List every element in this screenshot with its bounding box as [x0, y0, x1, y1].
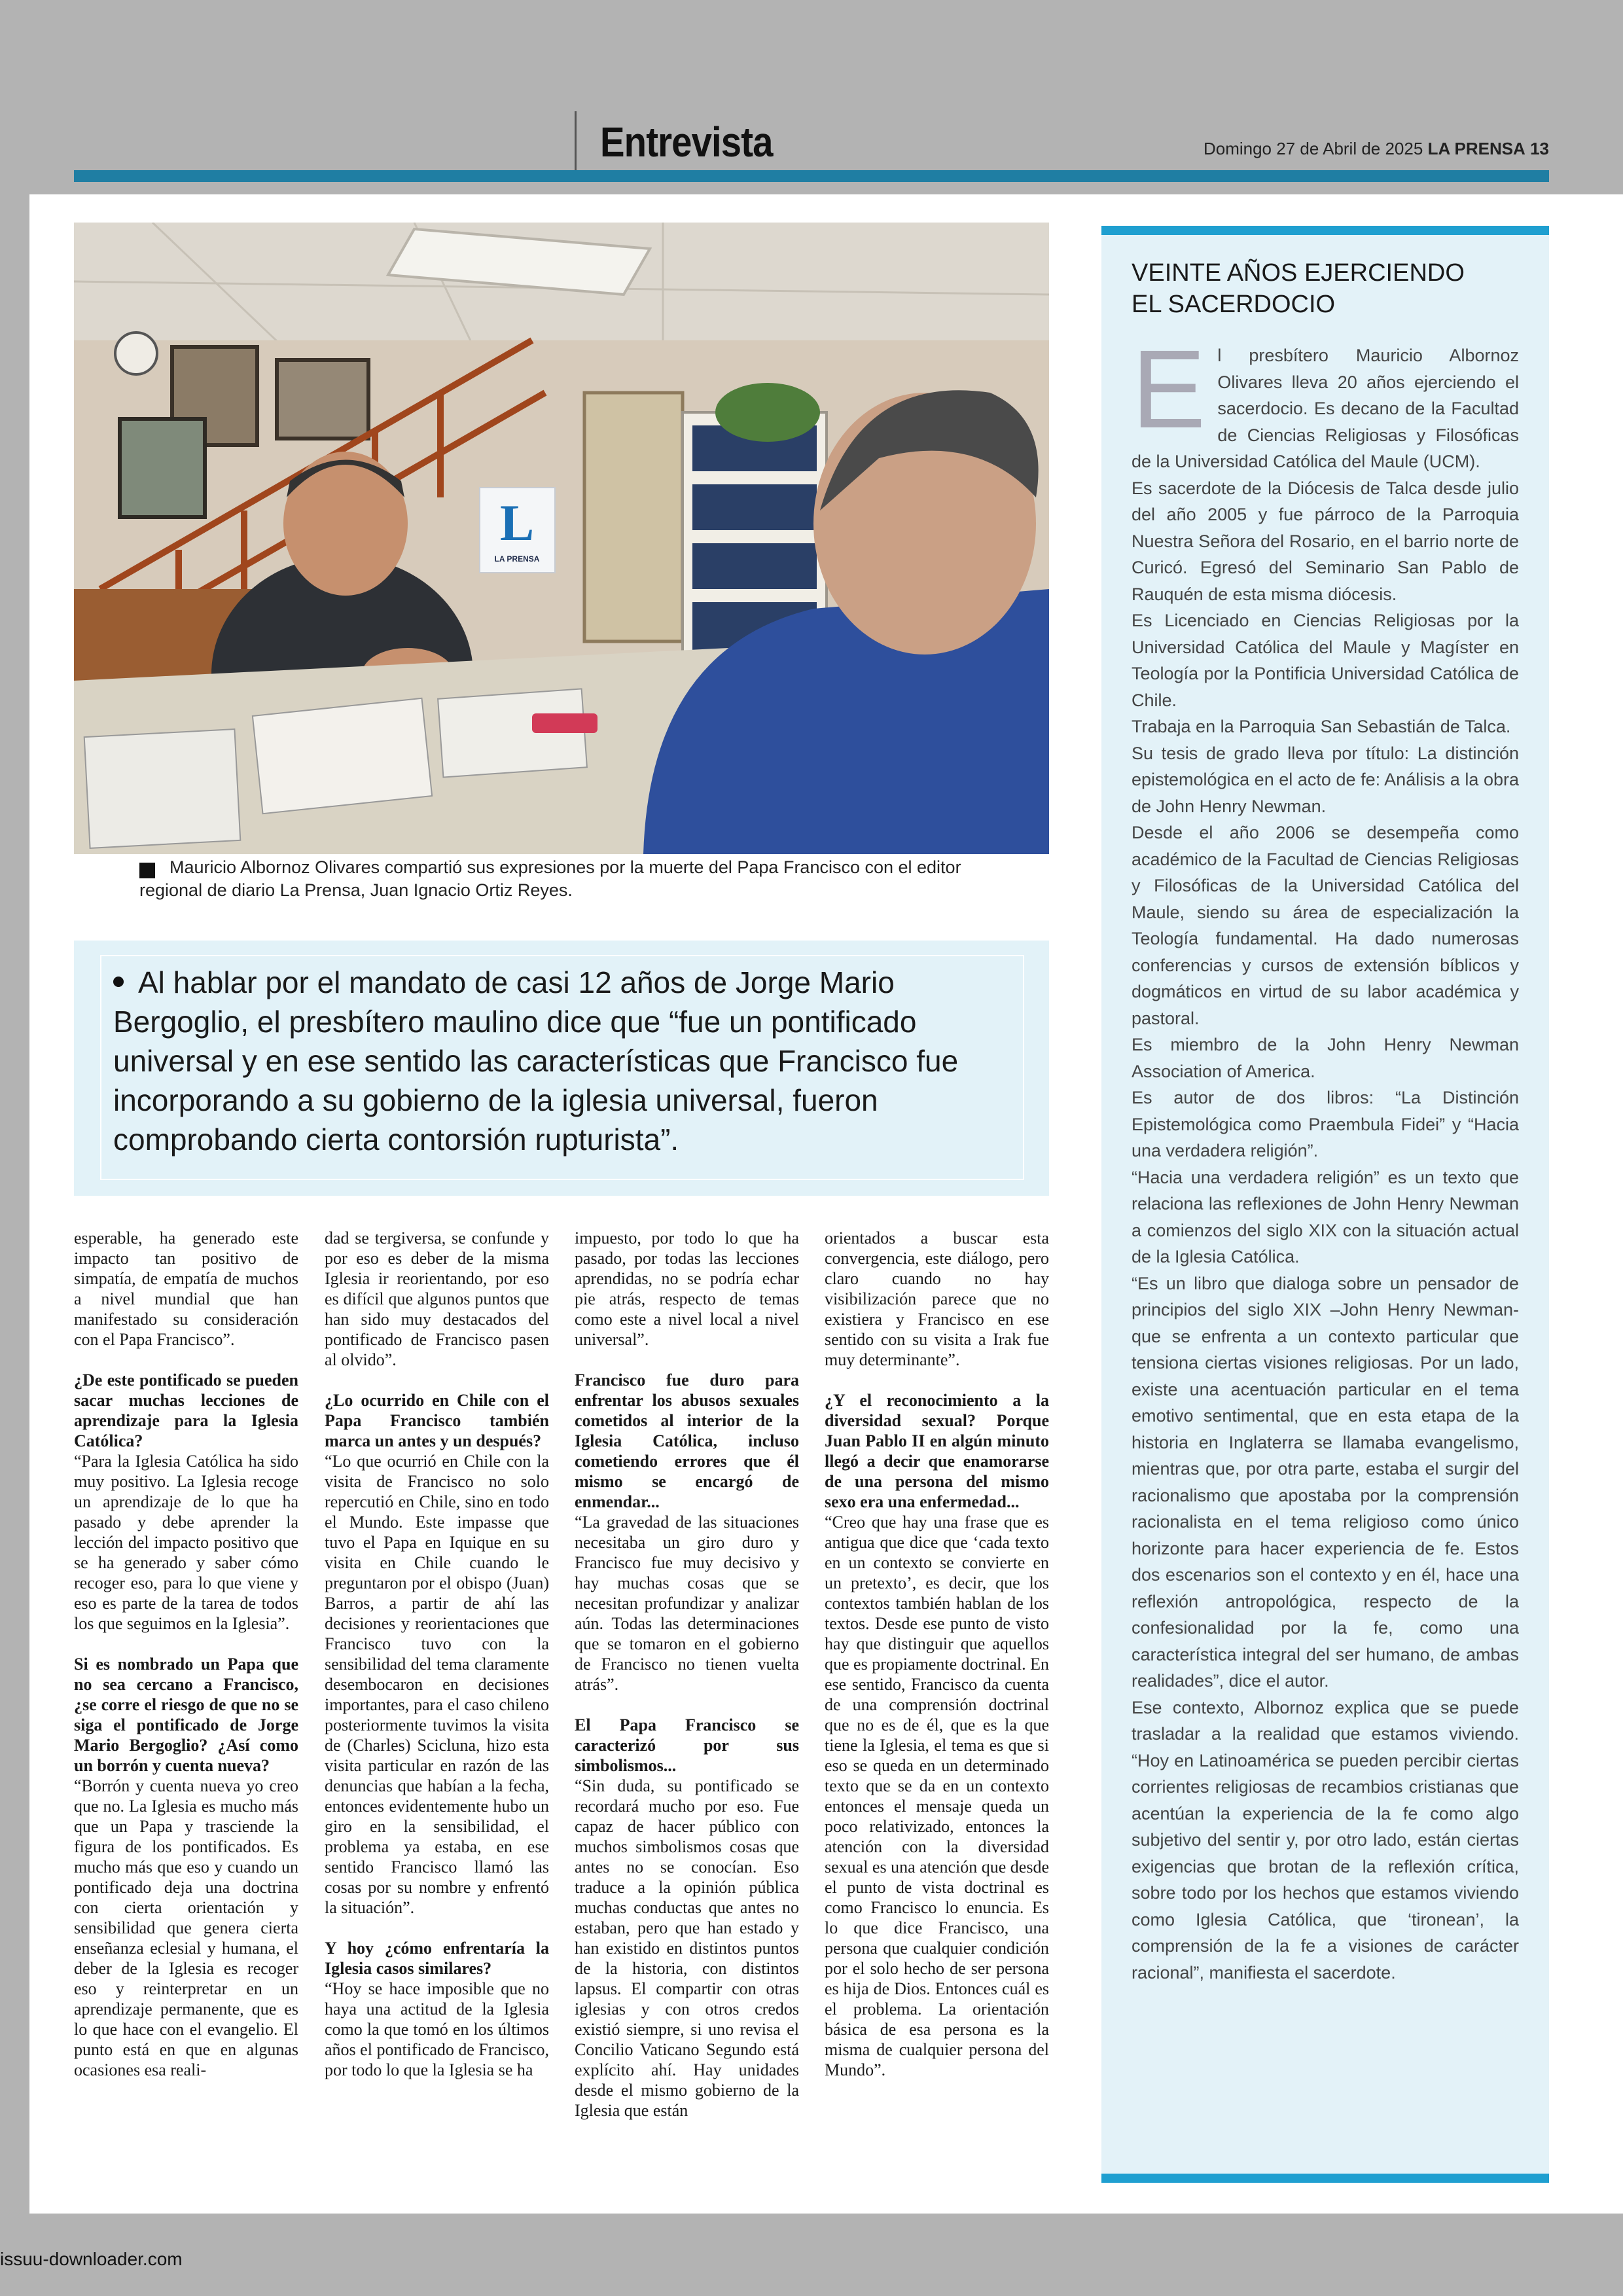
interview-paragraph: impuesto, por todo lo que ha pasado, por todas las lecciones aprendidas, no se podría echar pie atrás, respecto de temas como este a nivel local a nivel universal”. — [575, 1229, 799, 1349]
interview-paragraph: “Sin duda, su pontificado se recordará mucho por eso. Fue capaz de hacer público con muchos simbolismos cosas que antes no se conocían. Eso traduce a la opinión pública muchas conductas que antes no estaban, pero que han estado y han existido en distintos puntos de la historia, con distintos lapsus. El compartir con otras iglesias y con otros credos existió siempre, si uno revisa el Concilio Vaticano Segundo está explícito ahí. Hay unidades desde el mismo gobierno de la Iglesia que están — [575, 1776, 799, 2120]
newspaper — [253, 698, 432, 814]
pullquote — [113, 963, 984, 1159]
interview-question: Si es nombrado un Papa que no sea cercano a Francisco, ¿se corre el riesgo de que no se siga el pontificado de Jorge Mario Bergoglio? ¿Así como un borrón y cuenta nueva? — [74, 1655, 298, 1775]
sidebar-body — [1132, 327, 1519, 1986]
phone — [532, 713, 597, 733]
header-meta — [1204, 139, 1549, 159]
watermark: issuu-downloader.com — [0, 2249, 183, 2269]
sidebar-title-line-2: EL SACERDOCIO — [1132, 291, 1336, 318]
header-rule — [74, 170, 1549, 182]
sidebar-paragraph: Es autor de dos libros: “La Distinción Epistemológica como Praembula Fidei” y “Hacia una verdadera religión”. — [1132, 1088, 1519, 1160]
drop-cap: E — [1132, 327, 1206, 452]
interview-paragraph: esperable, ha generado este impacto tan positivo de simpatía, de empatía de muchos a nivel mundial que han manifestado su consideración con el Papa Francisco”. — [74, 1229, 298, 1349]
interview-photo — [74, 223, 1049, 854]
wall-frame — [277, 360, 368, 439]
sidebar-title-line-1: VEINTE AÑOS EJERCIENDO — [1132, 259, 1465, 287]
interview-paragraph: “Borrón y cuenta nueva yo creo que no. La Iglesia es mucho más que un Papa y trasciende la figura de los pontificados. Es mucho más que eso y cuando un pontificado deja una doctrina con cierta orientación y sensibilidad que genera cierta enseñanza eclesial y humana, el deber de la Iglesia es recoger eso y reinterpretar en un aprendizaje permanente, que es lo que hace con el evangelio. El punto está en que en algunas ocasiones esa reali- — [74, 1776, 298, 2079]
sign-text: LA PRENSA — [494, 554, 540, 564]
sidebar-first-paragraph: l presbítero Mauricio Albornoz Olivares lleva 20 años ejerciendo el sacerdocio. Es decano de la Facultad de Ciencias Religiosas y Filosóficas de la Universidad Católica del Maule (UCM). — [1132, 346, 1519, 471]
interview-question: Y hoy ¿cómo enfrentaría la Iglesia casos similares? — [325, 1939, 549, 1978]
sidebar-paragraph: “Es un libro que dialoga sobre un pensador de principios del siglo XIX –John Henry Newman- que se enfrenta a un contexto particular que tensiona ciertas visiones religiosas. Por un lado, existe una acentuación particular en el tema emotivo sentimental, que en esta etapa de la historia en Inglaterra se llamaba evangelismo, mientras que, por otra parte, estaba el surgir del racionalismo que apostaba por la comprensión racionalista en el tema religioso como único horizonte para hacer experiencia de fe. Estos dos escenarios son el contexto y en él, hace una reflexión antropológica, respecto de la confesionalidad por la fe, como una característica integral del ser humano, de ambas realidades”, dice el autor. — [1132, 1273, 1519, 1691]
sidebar-paragraph: Es Licenciado en Ciencias Religiosas por la Universidad Católica del Maule y Magíster en Teología por la Pontificia Universidad Católica de Chile. — [1132, 611, 1519, 710]
sidebar-paragraph: Ese contexto, Albornoz explica que se puede trasladar a la realidad que estamos viviendo. “Hoy en Latinoamérica se pueden percibir ciertas corrientes religiosas de recambios cristianas que acentúan la experiencia de la fe como algo subjetivo del sentir y, por otro lado, están ciertas exigencias que brotan de la reflexión crítica, sobre todo por los hechos que estamos viviendo como Iglesia Católica, que ‘tironean’, la comprensión de la fe a visiones de carácter racional”, manifiesta el sacerdote. — [1132, 1697, 1519, 1982]
interview-paragraph: “Para la Iglesia Católica ha sido muy positivo. La Iglesia recoge un aprendizaje de lo que ha pasado y debe aprender la lección del impacto positivo que se ha generado y saber cómo recoger eso, para lo que viene y eso es parte de la tarea de todos los que seguimos en la Iglesia”. — [74, 1452, 298, 1633]
wall-clock — [115, 332, 157, 374]
interview-paragraph: “Lo que ocurrió en Chile con la visita de Francisco no solo repercutió en Chile, sino en todo el Mundo. Este impasse que tuvo el Papa en Iquique en su visita en Chile cuando le preguntaron por el obispo (Juan) Barros, a partir de ahí las decisiones y reorientaciones que Francisco tuvo con la sensibilidad del tema claramente desembocaron en decisiones importantes, para el caso chileno posteriormente tuvimos la visita de (Charles) Scicluna, hizo esta visita particular en razón de las denuncias que habían a la fecha, entonces evidentemente hubo un giro en la sensibilidad, el problema ya estaba, en ese sentido Francisco llamó las cosas por su nombre y enfrentó la situación”. — [325, 1452, 549, 1917]
article-column-3 — [575, 1228, 799, 2121]
interview-question: ¿De este pontificado se pueden sacar muchas lecciones de aprendizaje para la Iglesia Católica? — [74, 1371, 298, 1450]
issue-date: Domingo 27 de Abril de 2025 — [1203, 139, 1423, 158]
interview-question: ¿Y el reconocimiento a la diversidad sexual? Porque Juan Pablo II en algún minuto llegó a decir que enamorarse de una persona del mismo sexo era una enfermedad... — [825, 1391, 1049, 1511]
sidebar-title — [1132, 257, 1524, 320]
sidebar-paragraph: Su tesis de grado lleva por título: La distinción epistemológica en el acto de fe: Análisis a la obra de John Henry Newman. — [1132, 743, 1519, 816]
header-divider — [575, 111, 577, 170]
plant — [715, 383, 820, 442]
newspaper — [84, 729, 241, 848]
door — [584, 393, 683, 641]
bio-sidebar — [1101, 226, 1549, 2183]
sidebar-paragraph: Es sacerdote de la Diócesis de Talca desde julio del año 2005 y fue párroco de la Parroquia Nuestra Señora del Rosario, en el barrio norte de Curicó. Egresó del Seminario San Pablo de Rauquén de esta misma diócesis. — [1132, 478, 1519, 604]
sidebar-top-rule — [1101, 226, 1549, 235]
interview-question: ¿Lo ocurrido en Chile con el Papa Francisco también marca un antes y un después? — [325, 1391, 549, 1450]
page-number: 13 — [1530, 139, 1549, 158]
interview-paragraph: “La gravedad de las situaciones necesitaba un giro duro y Francisco fue muy decisivo y hay muchas cosas que se necesitan profundizar y analizar aún. Todas las determinaciones que se tomaron en el gobierno de Francisco no tienen vuelta atrás”. — [575, 1513, 799, 1694]
photo-caption — [139, 856, 990, 902]
article-column-4 — [825, 1228, 1049, 2080]
interview-question: Francisco fue duro para enfrentar los abusos sexuales cometidos al interior de la Iglesia Católica, incluso cometiendo errores que él mismo se encargó de enmendar... — [575, 1371, 799, 1511]
sidebar-bottom-rule — [1101, 2174, 1549, 2183]
pullquote-text: Al hablar por el mandato de casi 12 años de Jorge Mario Bergoglio, el presbítero maulino dice que “fue un pontificado universal y en ese sentido las características que Francisco fue incorporando a su gobierno de la iglesia universal, fueron comprobando cierta contorsión rupturista”. — [113, 965, 959, 1157]
pullquote-box — [74, 941, 1049, 1196]
wall-frame — [120, 419, 205, 517]
section-title: Entrevista — [600, 118, 773, 166]
article-column-1 — [74, 1228, 298, 2080]
sidebar-paragraph: Trabaja en la Parroquia San Sebastián de Talca. — [1132, 717, 1511, 736]
sidebar-paragraph: Desde el año 2006 se desempeña como académico de la Facultad de Ciencias Religiosas y Filosóficas de la Universidad Católica del Maule, siendo su área de especialización la Teología fundamental. Ha dado numerosas conferencias y cursos de extensión bíblicos y dogmáticos en virtud de su labor académica y pastoral. — [1132, 823, 1519, 1028]
interview-paragraph: orientados a buscar esta convergencia, este diálogo, pero claro cuando no hay visibilización parece que no existiera y Francisco en ese sentido con su visita a Irak fue muy determinante”. — [825, 1229, 1049, 1369]
paper-name: LA PRENSA — [1427, 139, 1525, 158]
sidebar-paragraph: “Hacia una verdadera religión” es un texto que relaciona las reflexiones de John Henry Newman a comienzos del siglo XIX con la situación actual de la Iglesia Católica. — [1132, 1167, 1519, 1266]
sidebar-paragraph: Es miembro de la John Henry Newman Association of America. — [1132, 1035, 1519, 1081]
sidebar-paragraph — [1132, 327, 1519, 475]
bullet-icon — [113, 977, 124, 987]
photo-caption-text: Mauricio Albornoz Olivares compartió sus expresiones por la muerte del Papa Francisco con el editor regional de diario La Prensa, Juan Ignacio Ortiz Reyes. — [139, 857, 961, 900]
interview-paragraph: “Creo que hay una frase que es antigua que dice que ‘cada texto en un contexto se convierte en un pretexto’, es decir, que los contextos también hablan de los textos. Desde ese punto de visto hay que distinguir que aquellos que es propiamente doctrinal. En ese sentido, Francisco da cuenta de una comprensión doctrinal que no es de él, que es la que tiene la Iglesia, el tema es que si eso se queda en un determinado texto que se da en un contexto entonces el mensaje queda un poco relativizado, entonces la atención con la diversidad sexual es una atención que desde el punto de vista doctrinal es como Francisco lo enuncia. Es lo que dice Francisco, una persona que cualquier condición por el solo hecho de ser persona es hija de Dios. Entonces cuál es el problema. La orientación básica de esa persona es la misma de cualquier persona del Mundo”. — [825, 1513, 1049, 2079]
interview-photo-illustration — [74, 223, 1049, 854]
interview-paragraph: dad se tergiversa, se confunde y por eso es deber de la misma Iglesia ir reorientando, por eso es difícil que algunos puntos que han sido muy destacados del pontificado de Francisco pasen al olvido”. — [325, 1229, 549, 1369]
interview-question: El Papa Francisco se caracterizó por sus simbolismos... — [575, 1715, 799, 1775]
interview-paragraph: “Hoy se hace imposible que no haya una actitud de la Iglesia como la que tomó en los últimos años el pontificado de Francisco, por todo lo que la Iglesia se ha — [325, 1979, 549, 2079]
article-column-2 — [325, 1228, 549, 2080]
sign-logo: L — [499, 494, 535, 551]
